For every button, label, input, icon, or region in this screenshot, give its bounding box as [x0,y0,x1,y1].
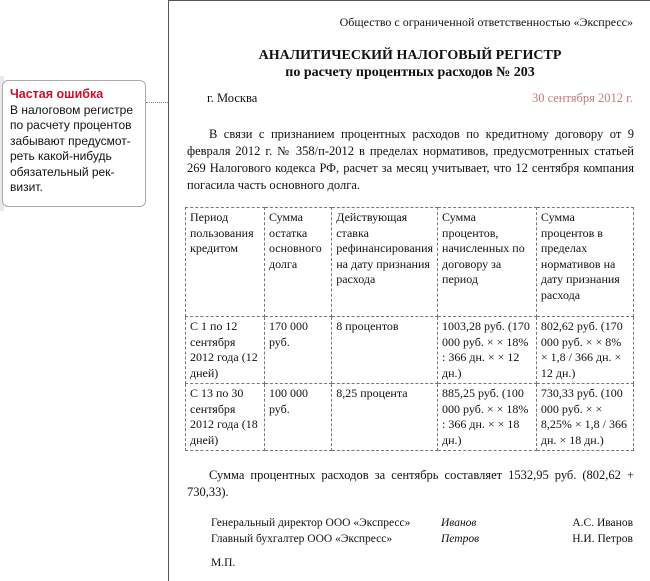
cell-rate: 8 процентов [332,317,438,384]
register-table [185,207,634,451]
signer-role: Генеральный директор ООО «Экспресс» [211,517,411,529]
cell-period: С 1 по 12 сентября 2012 года (12 дней) [186,317,265,384]
table-row [186,384,634,451]
signer-name: Н.И. Петров [572,533,633,545]
header-rate: Действующая ставка рефинансирования на дату признания расхода [332,208,438,317]
handwritten-signature: Петров [441,533,480,545]
document-date: 30 сентября 2012 г. [531,91,633,105]
title-line-1: АНАЛИТИЧЕСКИЙ НАЛОГОВЫЙ РЕГИСТР [258,48,562,63]
intro-paragraph: В связи с признанием процентных расходов по кредитному договору от 9 февраля 2012 г. № 358/п-2012 в пределах нормативов, предусмотренных статьей 269 Налогового кодекса РФ, расчет за месяц учитывает, что 12 сентября компания погасила часть основного долга. [187,127,634,192]
cell-rate: 8,25 процента [332,384,438,451]
signature-row-director [169,517,650,533]
signature-row-accountant [169,533,650,549]
cell-normative: 802,62 руб. (170 000 руб. × × 8% × 1,8 / 366 дн. × 12 дн.) [536,317,633,384]
note-heading: Частая ошибка [10,87,104,101]
table-row [186,317,634,384]
handwritten-signature: Иванов [441,517,477,529]
header-period: Период пользования кредитом [186,208,265,317]
city-date-row [169,91,650,109]
cell-balance: 170 000 руб. [264,317,331,384]
title-line-2: по расчету процентных расходов № 203 [285,65,535,80]
note-text: В налоговом регистре по расчету процентов забывают предусмот- реть какой-нибудь обязательный рек- визит. [10,102,134,194]
table-header-row [186,208,634,317]
signer-name: А.С. Иванов [572,517,633,529]
cell-normative: 730,33 руб. (100 000 руб. × × 8,25% × 1,8 / 366 дн. × 18 дн.) [536,384,633,451]
cell-accrued: 885,25 руб. (100 000 руб. × × 18% : 366 дн. × × 18 дн.) [438,384,537,451]
total-paragraph: Сумма процентных расходов за сентябрь составляет 1532,95 руб. (802,62 + 730,33). [187,468,634,499]
cell-accrued: 1003,28 руб. (170 000 руб. × × 18% : 366 дн. × × 12 дн.) [438,317,537,384]
company-name: Общество с ограниченной ответственностью «Экспресс» [339,15,633,29]
document-title [169,47,650,81]
header-normative: Сумма процентов в пределах нормативов на дату признания расхода [536,208,633,317]
cell-period: С 13 по 30 сентября 2012 года (18 дней) [186,384,265,451]
signer-role: Главный бухгалтер ООО «Экспресс» [211,533,393,545]
header-balance: Сумма остатка основного долга [264,208,331,317]
city: г. Москва [207,91,258,105]
header-accrued: Сумма процентов, начисленных по договору за период [438,208,537,317]
cell-balance: 100 000 руб. [264,384,331,451]
tax-register-document [168,0,650,581]
common-mistake-note [2,80,146,207]
stamp-place: М.П. [211,557,236,569]
